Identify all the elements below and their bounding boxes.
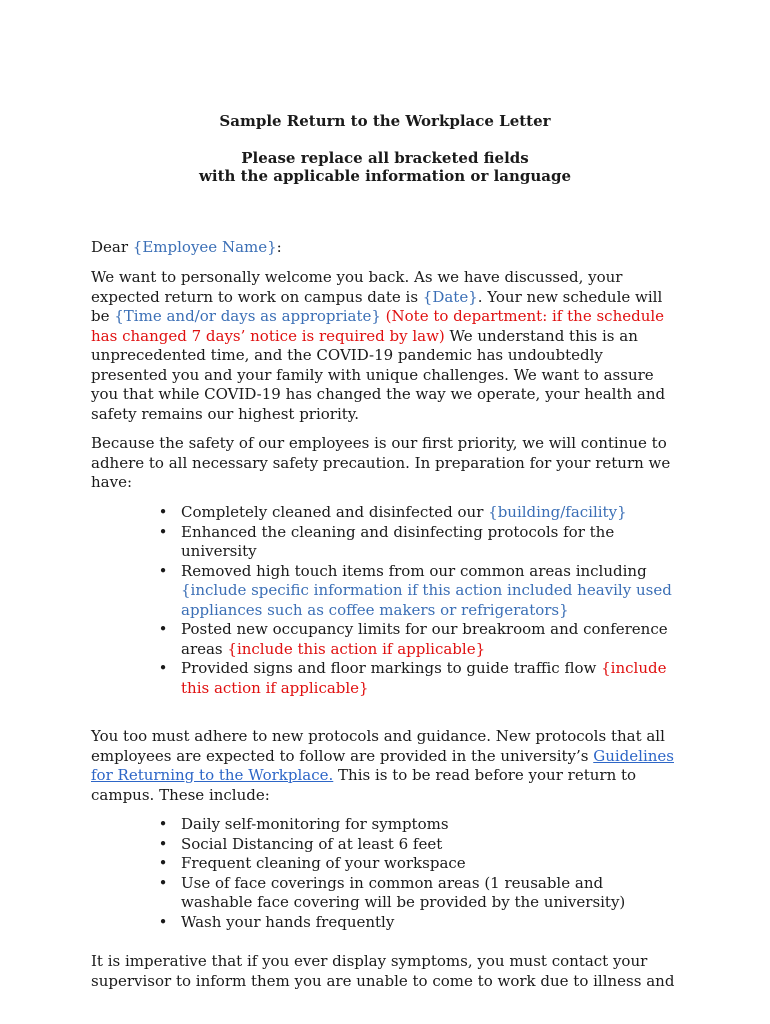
list-item: [155, 503, 672, 523]
text-run: . Your new schedule will: [477, 287, 663, 306]
greeting-dear: Dear: [91, 238, 133, 256]
note-placeholder: this action if applicable}: [181, 678, 369, 697]
para-line: You too must adhere to new protocols and guidance. New protocols that all: [91, 727, 665, 745]
para-line: It is imperative that if you ever display symptoms, you must contact your: [91, 952, 648, 970]
guidelines-link-cont[interactable]: for Returning to the Workplace.: [91, 766, 334, 784]
text-run: We understand this is an: [444, 326, 638, 345]
bullet-icon: •: [158, 854, 168, 872]
para-line: campus. These include:: [91, 785, 270, 804]
bullet-icon: •: [158, 503, 168, 521]
item-line: Enhanced the cleaning and disinfecting protocols for the: [181, 522, 615, 541]
para-line: [91, 288, 691, 308]
employee-name-field: {Employee Name}: [132, 238, 277, 256]
note-placeholder: {include this action if applicable}: [227, 639, 486, 658]
bullet-icon: •: [158, 659, 168, 677]
para-line: [91, 327, 691, 347]
item-line: Daily self-monitoring for symptoms: [181, 815, 449, 833]
list-item: [155, 874, 625, 913]
instruction-line-1: Please replace all bracketed fields: [241, 149, 529, 167]
para-line: have:: [91, 473, 133, 491]
para-line: safety remains our highest priority.: [91, 404, 360, 423]
protocols-paragraph: [91, 727, 691, 805]
para-line: Because the safety of our employees is our first priority, we will continue to: [91, 434, 667, 452]
item-line: [181, 640, 672, 660]
para-line: [91, 307, 691, 327]
bullet-icon: •: [158, 561, 168, 580]
item-line-placeholder: appliances such as coffee makers or refrigerators}: [181, 600, 569, 619]
bullet-icon: •: [158, 873, 168, 892]
item-line: Frequent cleaning of your workspace: [181, 854, 466, 872]
item-line: [181, 659, 672, 679]
document-title: Sample Return to the Workplace Letter: [219, 112, 551, 130]
text-run: Completely cleaned and disinfected our: [181, 503, 489, 521]
list-item: [155, 835, 625, 855]
department-note: (Note to department: if the schedule: [380, 307, 665, 325]
greeting: [91, 238, 691, 258]
safety-paragraph: [91, 434, 691, 493]
list-item: [155, 913, 625, 933]
preparation-list: [155, 503, 672, 698]
text-run: be: [91, 307, 115, 325]
para-line: unprecedented time, and the COVID-19 pandemic has undoubtedly: [91, 346, 603, 364]
list-item: [155, 815, 625, 835]
list-item: [155, 562, 672, 621]
list-item: [155, 854, 625, 874]
bullet-icon: •: [158, 815, 168, 833]
symptoms-paragraph: [91, 952, 691, 991]
date-field: {Date}: [422, 287, 478, 306]
item-line: Use of face coverings in common areas (1 reusable and: [181, 873, 604, 892]
item-line: Posted new occupancy limits for our breakroom and conference: [181, 620, 668, 638]
text-run: Provided signs and floor markings to guide traffic flow: [181, 659, 602, 677]
item-line: Removed high touch items from our common areas including: [181, 561, 647, 580]
bullet-icon: •: [158, 834, 168, 853]
bullet-icon: •: [158, 522, 168, 541]
department-note-cont: has changed 7 days’ notice is required by law): [91, 326, 445, 345]
para-line: We want to personally welcome you back. As we have discussed, your: [91, 268, 623, 286]
text-run: employees are expected to follow are provided in the university’s: [91, 746, 594, 765]
welcome-paragraph: [91, 268, 691, 424]
item-line: washable face covering will be provided by the university): [181, 893, 626, 911]
text-run: areas: [181, 639, 228, 658]
protocols-list: [155, 815, 625, 932]
list-item: [155, 620, 672, 659]
item-line: university: [181, 542, 257, 560]
list-item: [155, 659, 672, 698]
instruction-line-2: with the applicable information or language: [198, 167, 572, 185]
bullet-icon: •: [158, 620, 168, 638]
item-line: Social Distancing of at least 6 feet: [181, 834, 443, 853]
para-line: [91, 747, 691, 767]
para-line: adhere to all necessary safety precaution. In preparation for your return we: [91, 453, 671, 472]
bullet-icon: •: [158, 912, 168, 931]
guidelines-link[interactable]: Guidelines: [593, 746, 674, 765]
text-run: expected return to work on campus date is: [91, 287, 423, 306]
schedule-field: {Time and/or days as appropriate}: [114, 307, 381, 325]
list-item: [155, 523, 672, 562]
note-placeholder: {include: [601, 659, 667, 677]
para-line: supervisor to inform them you are unable to come to work due to illness and: [91, 971, 675, 990]
para-line: you that while COVID-19 has changed the way we operate, your health and: [91, 385, 666, 403]
para-line: presented you and your family with unique challenges. We want to assure: [91, 365, 654, 384]
text-run: This is to be read before your return to: [333, 766, 637, 784]
para-line: [91, 766, 691, 786]
building-field: {building/facility}: [488, 503, 627, 521]
item-line-placeholder: {include specific information if this action included heavily used: [181, 581, 672, 599]
greeting-colon: :: [276, 238, 282, 256]
item-line: Wash your hands frequently: [181, 912, 395, 931]
item-line: [181, 503, 672, 523]
